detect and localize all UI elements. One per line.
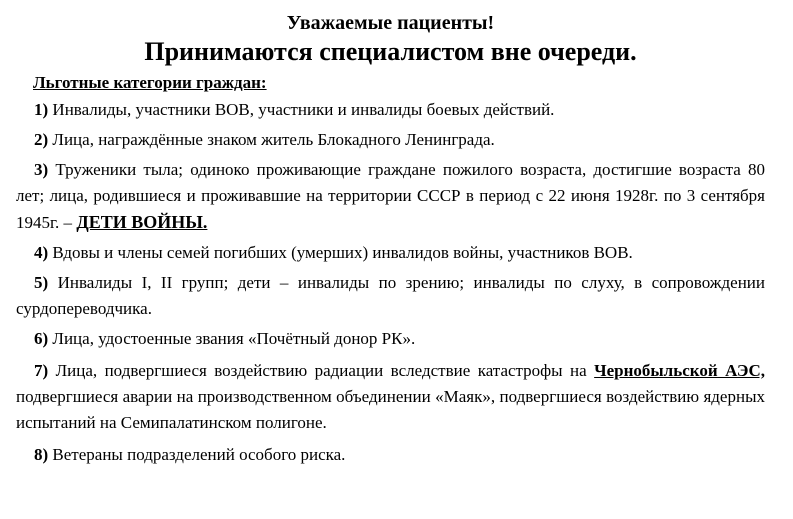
item-number: 7) — [34, 361, 49, 380]
list-item-8 — [16, 442, 765, 468]
item-text: Вдовы и члены семей погибших (умерших) инвалидов войны, участников ВОВ. — [48, 243, 633, 262]
item-number: 5) — [34, 273, 49, 292]
item-number: 6) — [34, 329, 49, 348]
list-item-5 — [16, 270, 765, 322]
item-text: Инвалиды, участники ВОВ, участники и инвалиды боевых действий. — [48, 100, 555, 119]
list-item-4 — [16, 240, 765, 266]
item-emphasis: ДЕТИ ВОЙНЫ. — [76, 212, 208, 232]
section-heading: Льготные категории граждан: — [33, 73, 267, 92]
item-text: Труженики тыла; одиноко проживающие граждане пожилого возраста, достигшие возраста 80 лет; лица, родившиеся и проживавшие на территории СССР в период с 22 июня 1928г. по 3 сентября 1945г. – — [16, 160, 765, 232]
item-number: 4) — [34, 243, 49, 262]
list-item-2 — [16, 127, 765, 153]
item-text: Инвалиды I, II групп; дети – инвалиды по зрению; инвалиды по слуху, в сопровождении сурдопереводчика. — [16, 273, 765, 318]
notice-subtitle: Принимаются специалистом вне очереди. — [144, 37, 637, 66]
item-text: Лица, подвергшиеся воздействию радиации вследствие катастрофы на — [48, 361, 595, 380]
item-text: Лица, награждённые знаком житель Блокадного Ленинграда. — [48, 130, 495, 149]
item-number: 8) — [34, 445, 49, 464]
item-text: Лица, удостоенные звания «Почётный донор РК». — [48, 329, 416, 348]
item-number: 3) — [34, 160, 49, 179]
notice-title: Уважаемые пациенты! — [286, 12, 495, 34]
list-item-6 — [16, 326, 765, 352]
item-number: 2) — [34, 130, 49, 149]
list-item-7 — [16, 358, 765, 436]
list-item-3 — [16, 157, 765, 236]
list-item-1 — [16, 97, 765, 123]
item-number: 1) — [34, 100, 49, 119]
item-text: Ветераны подразделений особого риска. — [48, 445, 346, 464]
item-emphasis: Чернобыльской АЭС, — [594, 361, 765, 380]
item-text-continued: подвергшиеся аварии на производственном объединении «Маяк», подвергшиеся воздействию ядерных испытаний на Семипалатинском полигоне. — [16, 387, 765, 432]
